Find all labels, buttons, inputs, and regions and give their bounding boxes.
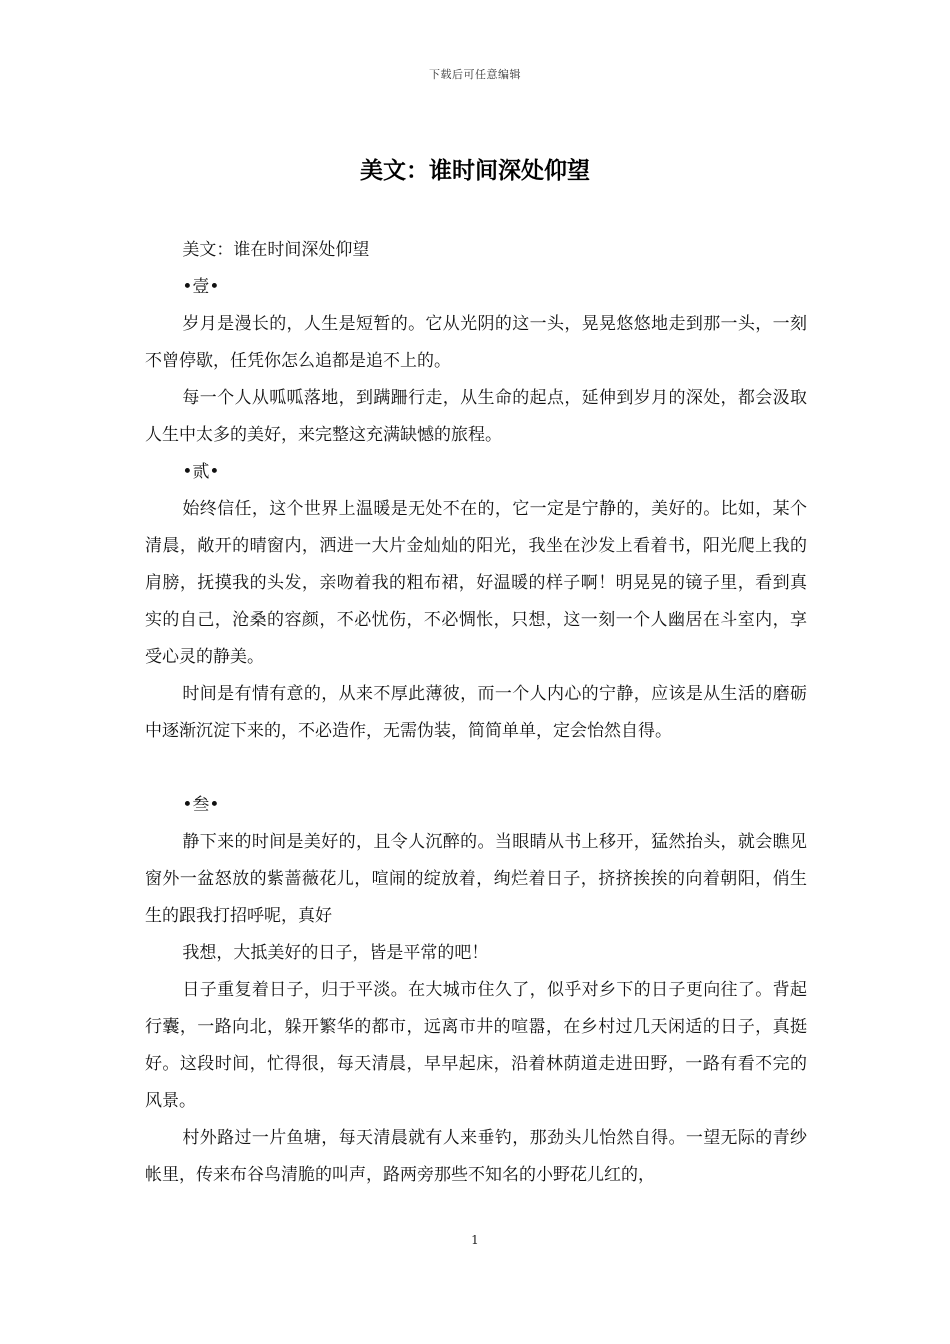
paragraph: 始终信任，这个世界上温暖是无处不在的，它一定是宁静的，美好的。比如，某个清晨，敞开的晴窗内，洒进一大片金灿灿的阳光，我坐在沙发上看着书，阳光爬上我的肩膀，抚摸我的头发，亲吻着我的粗布裙，好温暖的样子啊！明晃晃的镜子里，看到真实的自己，沧桑的容颜，不必忧伤，不必惆怅，只想，这一刻一个人幽居在斗室内，享受心灵的静美。 [145,499,807,667]
paragraph: 静下来的时间是美好的，且令人沉醉的。当眼睛从书上移开，猛然抬头，就会瞧见窗外一盆怒放的紫蔷薇花儿，喧闹的绽放着，绚烂着日子，挤挤挨挨的向着朝阳，俏生生的跟我打招呼呢，真好 [145,832,807,926]
paragraph: 我想，大抵美好的日子，皆是平常的吧！ [182,943,489,963]
blank-line [145,750,807,787]
paragraph: 日子重复着日子，归于平淡。在大城市住久了，似乎对乡下的日子更向往了。背起行囊，一路向北，躲开繁华的都市，远离市井的喧嚣，在乡村过几天闲适的日子，真挺好。这段时间，忙得很，每天清晨，早早起床，沿着林荫道走进田野，一路有看不完的风景。 [145,980,807,1111]
header-note: 下载后可任意编辑 [429,68,521,81]
section-marker-3: •叁• [182,795,220,815]
paragraph: 岁月是漫长的，人生是短暂的。它从光阴的这一头，晃晃悠悠地走到那一头，一刻不曾停歇，任凭你怎么追都是追不上的。 [145,314,807,371]
paragraph: 时间是有情有意的，从来不厚此薄彼，而一个人内心的宁静，应该是从生活的磨砺中逐渐沉淀下来的，不必造作，无需伪装，简简单单，定会怡然自得。 [145,684,807,741]
subtitle-paragraph: 美文：谁在时间深处仰望 [182,240,370,260]
page-number: 1 [471,1233,479,1247]
paragraph: 每一个人从呱呱落地，到蹒跚行走，从生命的起点，延伸到岁月的深处，都会汲取人生中太多的美好，来完整这充满缺憾的旅程。 [145,388,807,445]
document-title: 美文：谁时间深处仰望 [360,157,590,184]
paragraph: 村外路过一片鱼塘，每天清晨就有人来垂钓，那劲头儿怡然自得。一望无际的青纱帐里，传来布谷鸟清脆的叫声，路两旁那些不知名的小野花儿红的， [145,1128,807,1185]
section-marker-2: •贰• [182,462,220,482]
section-marker-1: •壹• [182,277,220,297]
document-body [145,232,807,1194]
